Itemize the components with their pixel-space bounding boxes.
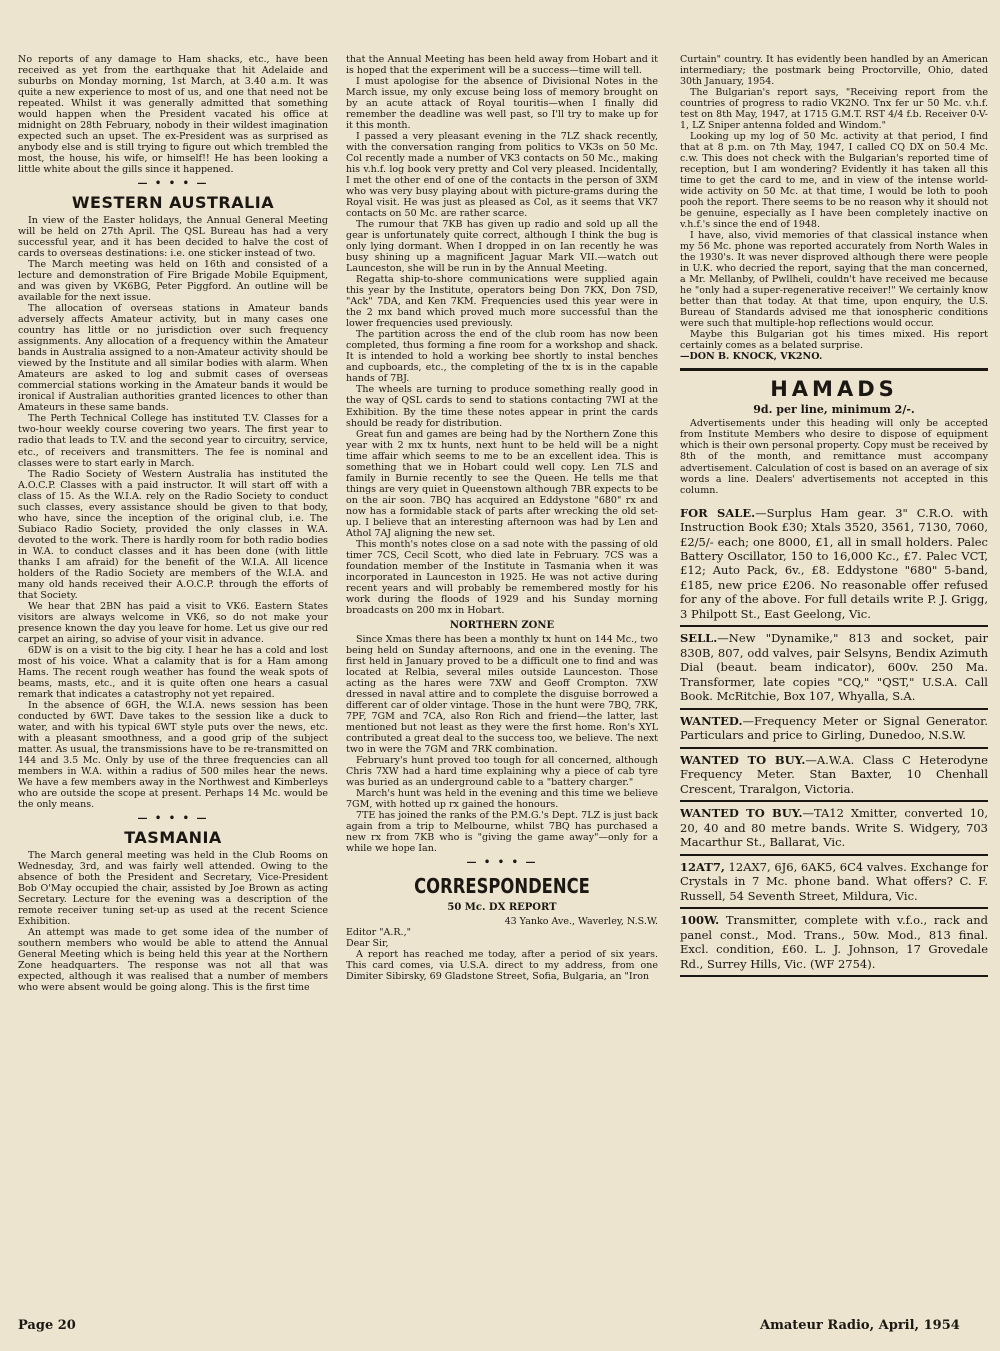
hamads-rate: 9d. per line, minimum 2/-. — [753, 403, 915, 417]
wa-paragraph: We hear that 2BN has paid a visit to VK6. Eastern States visitors are always welcome in VK6, so do not make your presence known the day you leave for home. Let us give our red carpet an airing, so advise of your visit in advance. — [18, 600, 328, 645]
publication-footer: Amateur Radio, April, 1954 — [760, 1318, 960, 1333]
hamads-intro: Advertisements under this heading will only be accepted from Institute Members who desire to dispose of equipment which is their own personal property. Copy must be received by 8th of the month, and remittance must accompany advertisement. Calculation of cost is based on an average of six words a line. Dealers' advertisements not accepted in this column. — [680, 418, 988, 496]
tas-paragraph: The wheels are turning to produce something really good in the way of QSL cards to send to stations contacting 7WI at the Exhibition. By the time these notes appear in print the cards should be ready for distribution. — [346, 384, 658, 429]
tas-paragraph: I passed a very pleasant evening in the 7LZ shack recently, with the conversation ranging from politics to VK3s on 50 Mc. Col recently made a number of VK3 contacts on 50 Mc., making his v.h.f. log book very pretty and Col very pleased. Incidentally, I met the other end of one of the contacts in the person of 3XM who was very busy playing about with picture-grams during the Royal visit. He was just as pleased as Col, as it seems that VK7 contacts on 50 Mc. are rather scarce. — [346, 131, 658, 220]
hamads-top-rule — [680, 368, 988, 371]
ad-text: —Surplus Ham gear. 3" C.R.O. with Instruction Book £30; Xtals 3520, 3561, 7130, 7060, £2/5/- each; one 8000, £1, all in small holders. Palec Battery Oscillator, 150 to 16,000 Kc., £7. Palec VCT, £12; Auto Pack, 6v., £8. Eddystone "680" 5-band, £185, new price £206. No reasonable offer refused for any of the above. For full details write P. J. Grigg, 3 Philpott St., East Geelong, Vic. — [680, 505, 988, 621]
classified-ad — [680, 909, 988, 977]
nz-paragraph: 7TE has joined the ranks of the P.M.G.'s Dept. 7LZ is just back again from a trip to Melbourne, whilst 7BQ has purchased a new rx from 7KB who is "giving the game away"—only for a while we hope Ian. — [346, 810, 658, 855]
tas-paragraph: This month's notes close on a sad note with the passing of old timer 7CS, Cecil Scott, who died late in February. 7CS was a foundation member of the Institute in Tasmania when it was incorporated in Launceston in 1925. He was not active during recent years and will probably be remembered mostly for his work during the floods of 1929 and his Sunday morning broadcasts on 200 mx in Hobart. — [346, 538, 658, 616]
northern-zone-heading: NORTHERN ZONE — [449, 619, 555, 631]
page-number: Page 20 — [18, 1318, 76, 1333]
tas-paragraph: Regatta ship-to-shore communications were supplied again this year by the Institute, operators being Don 7KX, Don 7SD, "Ack" 7DA, and Ken 7KM. Frequencies used this year were in the 2 mx band which proved much more successful than the lower frequencies used previously. — [346, 274, 658, 330]
nz-paragraph: Since Xmas there has been a monthly tx hunt on 144 Mc., two being held on Sunday afternoons, and one in the evening. The first held in January proved to be a difficult one to find and was located at Relbia, several miles outside Launceston. Those acting as the hares were 7XW and Geoff Crompton. 7XW dressed in naval attire and to complete the disguise borrowed a different car of older vintage. Those in the hunt were 7BQ, 7RK, 7PF, 7GM and 7CA, also Ron Rich and friend—the latter, last mentioned but not least as they were the first home. Ron's XYL contributed a great deal to the success too, we believe. The next two in were the 7GM and 7RK combination. — [346, 633, 658, 755]
tas-paragraph: The March general meeting was held in the Club Rooms on Wednesday, 3rd, and was fairly well attended. Owing to the absence of both the President and Secretary, Vice-President Bob O'May occupied the chair, assisted by Joe Brown as acting Secretary. Lecture for the evening was a description of the remote receiver tuning set-up as used at the recent Science Exhibition. — [18, 850, 328, 928]
letter-salutation: Dear Sir, — [346, 938, 389, 950]
ad-lead: WANTED TO BUY. — [680, 752, 806, 767]
classified-ad — [680, 749, 988, 802]
section-separator: — • • • — — [137, 178, 209, 190]
ad-text: —New "Dynamike," 813 and socket, pair 830B, 807, odd valves, pair Selsyns, Bendix Azimuth Dial (beaut. beam indicator), 600v. 250 Ma. Transformer, late copies "CQ," "QST," U.S.A. Call Book. McRitchie, Box 107, Whyalla, S.A. — [680, 631, 988, 704]
column-middle — [346, 54, 658, 1316]
ad-text: 12AX7, 6J6, 6AK5, 6C4 valves. Exchange for Crystals in 7 Mc. phone band. What offers? C. F. Russell, 54 Seventh Street, Mildura, Vic. — [680, 859, 988, 903]
ad-lead: FOR SALE. — [680, 505, 756, 520]
nz-paragraph: February's hunt proved too tough for all concerned, although Chris 7XW had a hard time explaining why a piece of cab tyre was buried as an underground cable to a "battery charger." — [346, 754, 658, 788]
ad-lead: WANTED TO BUY. — [680, 806, 803, 821]
ad-lead: WANTED. — [680, 713, 743, 728]
letter-paragraph: The Bulgarian's report says, "Receiving report from the countries of progress to radio VK2NO. Tnx fer ur 50 Mc. v.h.f. test on 8th May, 1947, at 1715 G.M.T. RST 4/4 f.b. Receiver 0-V-1, LZ Sniper antenna folded and Windom." — [680, 87, 988, 132]
wa-paragraph: The allocation of overseas stations in Amateur bands adversely affects Amateur activity, but in many cases one country has little or no jurisdiction over such frequency assignments. Any allocation of a frequency within the Amateur bands in Australia assigned to a non-Amateur activity should be viewed by the Institute and all similar bodies with alarm. When Amateurs are asked to log and submit cases of overseas commercial stations working in the Amateur bands it would be ironical if Australian authorities granted licences to other than Amateurs in these same bands. — [18, 303, 328, 414]
letter-address: 43 Yanko Ave., Waverley, N.S.W. — [504, 916, 658, 928]
ad-text: —TA12 Xmitter, converted 10, 20, 40 and 80 metre bands. Write S. Widgery, 703 Macarthur St., Ballarat, Vic. — [680, 806, 988, 850]
ad-lead: 12AT7, — [680, 859, 725, 874]
ad-lead: SELL. — [680, 631, 718, 646]
wa-paragraph: 6DW is on a visit to the big city. I hear he has a cold and lost most of his voice. What a calamity that is for a Ham among Hams. The recent rough weather has found the weak spots of beams, masts, etc., and it is quite often one hears a casual remark that indicates a catastrophy not yet repaired. — [18, 644, 328, 700]
tas-paragraph: An attempt was made to get some idea of the number of southern members who would be able to attend the Annual General Meeting which is being held this year at the Northern Zone headquarters. The response was not all that was expected, although it was realised that a number of members who were absent would be going along. This is the first time — [18, 927, 328, 994]
sa-notes-continued: No reports of any damage to Ham shacks, etc., have been received as yet from the earthquake that hit Adelaide and suburbs on Monday morning, 1st March, at 3.40 a.m. It was quite a new experience to most of us, and one that need not be repeated. Whilst it was generally admitted that something would happen when the President vacated his office at midnight on 28th February, nobody in their wildest imagination expected such an upset. The ex-President was as surprised as anybody else and is still trying to figure out which trembled the most, the house, his wife, or himself!! He has been looking a little white about the gills since it happened. — [18, 54, 328, 176]
classified-ad — [680, 502, 988, 628]
tasmania-heading: TASMANIA — [124, 828, 222, 848]
nz-paragraph: March's hunt was held in the evening and this time we believe 7GM, with hotted up rx gained the honours. — [346, 788, 658, 811]
tas-paragraph: Great fun and games are being had by the Northern Zone this year with 2 mx tx hunts, next hunt to be held will be a night time affair which seems to me to be an excellent idea. This is something that we in Hobart could well copy. Len 7LS and family in Burnie recently to see the Queen. He tells me that things are very quiet in Queenstown although 7BR expects to be on the air soon. 7BQ has acquired an Eddystone "680" rx and now has a formidable stack of parts after wrecking the old set-up. I believe that an interesting afternoon was had by Len and Athol 7AJ aligning the new set. — [346, 428, 658, 539]
classified-ad — [680, 627, 988, 709]
column-left — [18, 54, 328, 1316]
letter-paragraph: I have, also, vivid memories of that classical instance when my 56 Mc. phone was reported accurately from North Wales in the 1930's. It was never disproved although there were people in U.K. who decried the report, saying that the man concerned, a Mr. Mellanby, of Pwllheli, couldn't have received me because he "only had a super-regenerative receiver!" We certainly know better than that today. At that time, upon enquiry, the U.S. Bureau of Standards advised me that ionospheric conditions were such that multiple-hop reflections would occur. — [680, 230, 988, 330]
classified-ad — [680, 802, 988, 855]
ad-text: —A.W.A. Class C Heterodyne Frequency Meter. Stan Baxter, 10 Chenhall Crescent, Traralgon, Victoria. — [680, 752, 988, 796]
letter-paragraph: Looking up my log of 50 Mc. activity at that period, I find that at 8 p.m. on 7th May, 1947, I called CQ DX on 50.4 Mc. c.w. This does not check with the Bulgarian's reported time of reception, but I am wondering? Evidently it has taken all this time to get the card to me, and in view of the intense world-wide activity on 50 Mc. at that time, I would be loth to pooh pooh the report. There seems to be no reason why it should not be genuine, especially as I have been completely inactive on v.h.f.'s since the end of 1948. — [680, 131, 988, 231]
classified-ad — [680, 856, 988, 909]
correspondence-heading: CORRESPONDENCE — [414, 874, 590, 899]
letter-paragraph: A report has reached me today, after a period of six years. This card comes, via U.S.A. direct to my address, from one Dimiter Sibirsky, 69 Gladstone Street, Sofia, Bulgaria, an "Iron — [346, 949, 658, 983]
ad-text: Transmitter, complete with v.f.o., rack and panel const., Mod. Trans., 50w. Mod., 813 final. Excl. condition, £60. L. J. Johnson, 17 Grovedale Rd., Surrey Hills, Vic. (WF 2754). — [680, 913, 988, 971]
column-right — [680, 54, 988, 1316]
tas-paragraph: that the Annual Meeting has been held away from Hobart and it is hoped that the experiment will be a success—time will tell. — [346, 54, 658, 77]
ad-lead: 100W. — [680, 913, 720, 928]
letter-salutation: Editor "A.R.," — [346, 927, 411, 939]
wa-paragraph: The Radio Society of Western Australia has instituted the A.O.C.P. Classes with a paid instructor. It will start off with a class of 15. As the W.I.A. rely on the Radio Society to conduct such classes, every assistance should be given to that body, who have, since the inception of the original club, i.e. The Subiaco Radio Society, provided the only classes in W.A. devoted to the work. There is hardly room for both radio bodies in W.A. to conduct classes and it has been done (with little thanks I am afraid) for the benefit of the W.I.A. All licence holders of the Radio Society are members of the W.I.A. and many old hands received their A.O.C.P. through the efforts of that Society. — [18, 468, 328, 601]
tas-paragraph: I must apologise for the absence of Divisional Notes in the March issue, my only excuse being loss of memory brought on by an acute attack of Royal touritis—when I finally did remember the deadline was well past, so I'll try to make up for it this month. — [346, 76, 658, 132]
letter-signature: —DON B. KNOCK, VK2NO. — [680, 351, 823, 363]
classified-ad — [680, 710, 988, 749]
tas-paragraph: The partition across the end of the club room has now been completed, thus forming a fine room for a workshop and shack. It is intended to hold a working bee shortly to instal benches and cupboards, etc., the completing of the tx is in the capable hands of 7BJ. — [346, 329, 658, 385]
wa-paragraph: The Perth Technical College has instituted T.V. Classes for a two-hour weekly course covering two years. The first year to radio that leads to T.V. and the second year to circuitry, service, etc., of receivers and transmitters. The fee is nominal and classes were to start early in March. — [18, 413, 328, 469]
wa-paragraph: In view of the Easter holidays, the Annual General Meeting will be held on 27th April. The QSL Bureau has had a very successful year, and it has been decided to halve the cost of cards to overseas destinations: i.e. one sticker instead of two. — [18, 215, 328, 260]
hamads-heading: HAMADS — [770, 377, 898, 402]
western-australia-heading: WESTERN AUSTRALIA — [71, 193, 275, 213]
section-separator: — • • • — — [137, 813, 209, 825]
letter-paragraph: Curtain" country. It has evidently been handled by an American intermediary; the postmark being Proctorville, Ohio, dated 30th January, 1954. — [680, 54, 988, 88]
wa-paragraph: The March meeting was held on 16th and consisted of a lecture and demonstration of Fire Brigade Mobile Equipment, and was given by VK6BG, Peter Piggford. An outline will be available for the next issue. — [18, 259, 328, 304]
dx-report-heading: 50 Mc. DX REPORT — [447, 902, 557, 914]
ad-text: —Frequency Meter or Signal Generator. Particulars and price to Girling, Dunedoo, N.S.W. — [680, 713, 988, 743]
letter-paragraph: Maybe this Bulgarian got his times mixed. His report certainly comes as a belated surprise. — [680, 329, 988, 352]
section-separator: — • • • — — [466, 857, 538, 869]
wa-paragraph: In the absence of 6GH, the W.I.A. news session has been conducted by 6WT. Dave takes to the session like a duck to water, and with his typical 6WT style puts over the news, etc. with a pleasant smoothness, and a good grip of the subject matter. As usual, the transmissions have to be re-transmitted on 144 and 3.5 Mc. Only by use of the three frequencies can all members in W.A. within a radius of 500 miles hear the news. We have a few members away in the Northwest and Kimberleys who are outside the scope at present. Perhaps 14 Mc. would be the only means. — [18, 699, 328, 810]
tas-paragraph: The rumour that 7KB has given up radio and sold up all the gear is unfortunately quite correct, although I think the bug is only lying dormant. When I dropped in on Ian recently he was busy shining up a magnificent Jaguar Mark VII.—watch out Launceston, she will be run in by the Annual Meeting. — [346, 219, 658, 275]
